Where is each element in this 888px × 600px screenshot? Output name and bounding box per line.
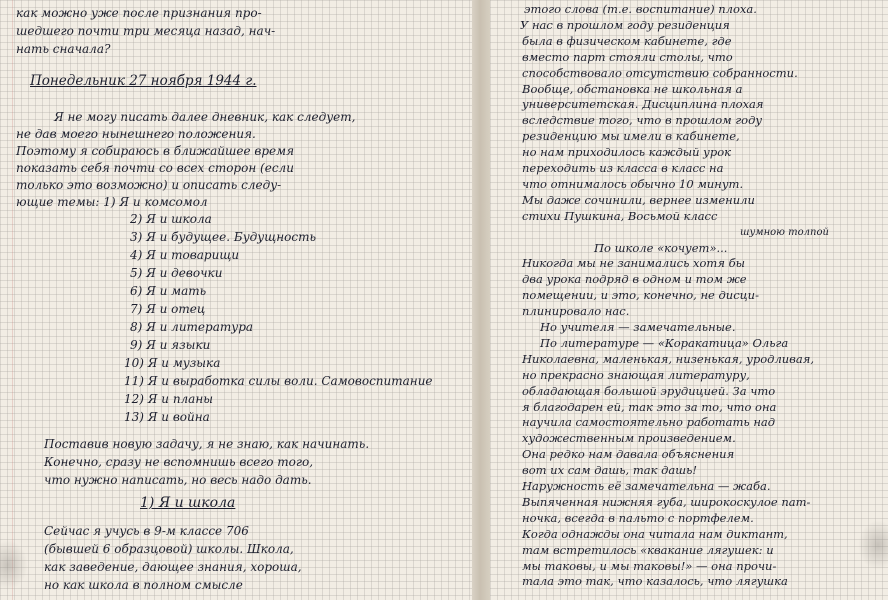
paragraph-line: этого слова (т.е. воспитание) плоха. <box>524 2 757 16</box>
paragraph-line: вот их сам дашь, так дашь! <box>522 463 698 478</box>
paragraph-line: Поставив новую задачу, я не знаю, как начинать. <box>44 437 370 451</box>
diary-entry-date: Понедельник 27 ноября 1944 г. <box>30 73 257 89</box>
topic-item: 4) Я и товарищи <box>130 248 240 262</box>
paragraph-line: показать себя почти со всех сторон (если <box>16 161 294 175</box>
paragraph-line: я благодарен ей, так это за то, что она <box>522 399 777 414</box>
intro-line: как можно уже после признания про- <box>16 6 262 20</box>
paragraph-line: Николаевна, маленькая, низенькая, уродливая, <box>522 351 814 366</box>
paragraph-line: не дав моего нынешнего положения. <box>16 127 256 141</box>
paragraph-line: ночка, всегда в пальто с портфелем. <box>522 510 754 525</box>
paragraph-line: Вообще, обстановка не школьная а <box>522 81 743 96</box>
paragraph-line: что нужно написать, но весь надо дать. <box>44 473 312 487</box>
paragraph-line: плинировало нас. <box>522 304 630 319</box>
topic-item: 10) Я и музыка <box>124 356 221 370</box>
paragraph-line: переходить из класса в класс на <box>522 161 724 175</box>
paragraph-line: но прекрасно знающая литературу, <box>522 367 750 382</box>
topic-item: 11) Я и выработка силы воли. Самовоспитание <box>124 374 433 388</box>
paragraph-line: тала это так, что казалось, что лягушка <box>522 574 788 589</box>
paragraph-line: ющие темы: 1) Я и комсомол <box>16 195 208 209</box>
right-page <box>490 0 888 600</box>
paragraph-line: По литературе — «Коракатица» Ольга <box>540 335 789 350</box>
paragraph-line: У нас в прошлом году резиденция <box>520 17 730 32</box>
paragraph-line: Я не могу писать далее дневник, как следует, <box>54 110 356 124</box>
paragraph-line: способствовало отсутствию собранности. <box>522 65 798 80</box>
paragraph-line: но нам приходилось каждый урок <box>522 145 731 160</box>
paper-stain <box>0 540 28 590</box>
paragraph-line: Сейчас я учусь в 9-м классе 706 <box>44 524 249 538</box>
paragraph-line: как заведение, дающее знания, хороша, <box>44 560 302 574</box>
paragraph-line: Когда однажды она читала нам диктант, <box>522 526 788 541</box>
topic-item: 3) Я и будущее. Будущность <box>130 230 316 244</box>
paragraph-line: Поэтому я собираюсь в ближайшее время <box>16 144 295 158</box>
paragraph-line: шумною толпой <box>740 226 829 238</box>
topic-item: 13) Я и война <box>124 410 210 424</box>
paragraph-line: художественным произведением. <box>522 431 736 446</box>
paragraph-line: была в физическом кабинете, где <box>522 33 732 48</box>
paragraph-line: резиденцию мы имели в кабинете, <box>522 129 740 144</box>
paper-stain <box>858 520 888 570</box>
paragraph-line: Мы даже сочинили, вернее изменили <box>522 192 755 207</box>
paragraph-line: Конечно, сразу не вспомнишь всего того, <box>44 455 314 469</box>
paragraph-line: вместо парт стояли столы, что <box>522 49 733 64</box>
topic-item: 8) Я и литература <box>130 320 254 334</box>
paragraph-line: только это возможно) и описать следу- <box>16 178 282 192</box>
section-heading: 1) Я и школа <box>140 495 236 511</box>
paragraph-line: там встретилось «квакание лягушек: и <box>522 542 774 557</box>
paragraph-line: мы таковы, и мы таковы!» — она прочи- <box>522 558 777 573</box>
topic-item: 6) Я и мать <box>130 284 207 298</box>
paragraph-line: Никогда мы не занимались хотя бы <box>522 256 745 271</box>
paragraph-line: Выпяченная нижняя губа, широкоскулое пат- <box>522 494 811 509</box>
paragraph-line: помещении, и это, конечно, не дисци- <box>522 288 759 303</box>
left-margin-line <box>12 0 13 600</box>
topic-item: 5) Я и девочки <box>130 266 223 280</box>
notebook-gutter <box>472 0 490 600</box>
paragraph-line: университетская. Дисциплина плохая <box>522 97 764 112</box>
paragraph-line: Но учителя — замечательные. <box>540 320 736 334</box>
intro-line: шедшего почти три месяца назад, нач- <box>16 24 276 38</box>
topic-item: 12) Я и планы <box>124 392 214 406</box>
topic-item: 9) Я и языки <box>130 338 211 352</box>
paragraph-line: обладающая большой эрудицией. За что <box>522 383 776 398</box>
paragraph-line: Наружность её замечательна — жаба. <box>522 479 771 493</box>
topic-item: 2) Я и школа <box>130 212 212 226</box>
paragraph-line: Она редко нам давала объяснения <box>522 447 735 462</box>
paragraph-line: (бывшей 6 образцовой) школы. Школа, <box>44 542 294 556</box>
paragraph-line: два урока подряд в одном и том же <box>522 272 747 287</box>
paragraph-line: По школе «кочует»... <box>594 240 728 255</box>
paragraph-line: научила самостоятельно работать над <box>522 415 776 430</box>
paragraph-line: стихи Пушкина, Восьмой класс <box>522 208 718 223</box>
intro-line: нать сначала? <box>16 42 111 56</box>
topic-item: 7) Я и отец <box>130 302 206 316</box>
paragraph-line: но как школа в полном смысле <box>44 578 243 592</box>
paragraph-line: что отнималось обычно 10 минут. <box>522 176 744 191</box>
paragraph-line: вследствие того, что в прошлом году <box>522 113 763 128</box>
